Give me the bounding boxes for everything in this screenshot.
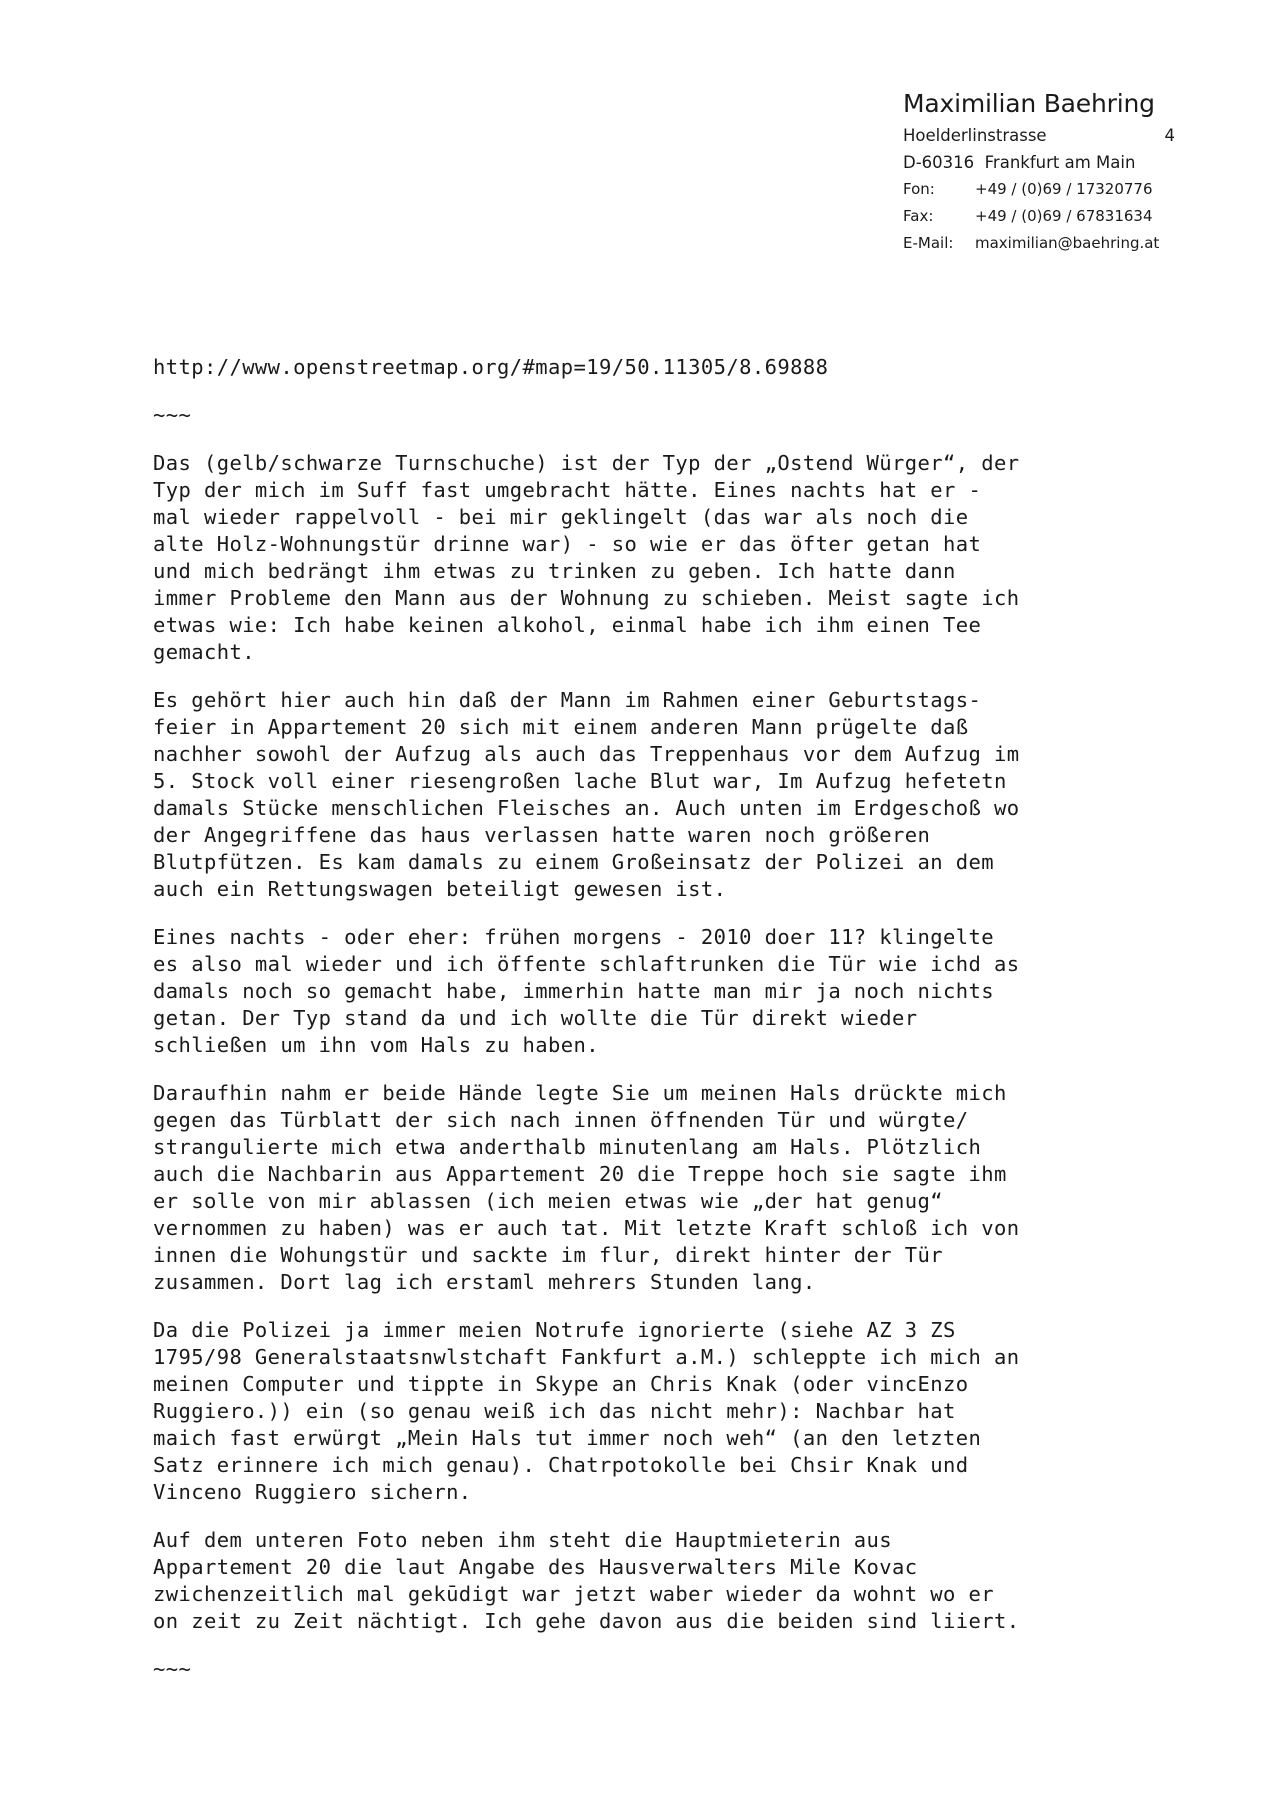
sender-city: D-60316 Frankfurt am Main — [903, 153, 1136, 172]
sender-street: Hoelderlinstrasse — [903, 126, 1047, 145]
separator-bottom: ~~~ — [153, 1657, 192, 1681]
sender-city-row — [903, 149, 1175, 176]
sender-fax: +49 / (0)69 / 67831634 — [975, 207, 1153, 225]
sender-email: maximilian@baehring.at — [975, 234, 1160, 252]
paragraph-1: Das (gelb/schwarze Turnschuche) ist der Typ der „Ostend Würger“, der Typ der mich im Suff fast umgebracht hätte. Eines nachts hat er - mal wieder rappelvoll - bei mir geklingelt (das war als noch die alte Holz-Wohnungstür drinne war) - so wie er das öfter getan hat und mich bedrängt ihm etwas zu trinken zu geben. Ich hatte dann immer Probleme den Mann aus der Wohnung zu schieben. Meist sagte ich etwas wie: Ich habe keinen alkohol, einmal habe ich ihm einen Tee gemacht. — [153, 451, 1020, 664]
paragraph-5: Da die Polizei ja immer meien Notrufe ignorierte (siehe AZ 3 ZS 1795/98 Generalstaatsnwlstchaft Fankfurt a.M.) schleppte ich mich an meinen Computer und tippte in Skype an Chris Knak (oder vincEnzo Ruggiero.)) ein (so genau weiß ich das nicht mehr): Nachbar hat maich fast erwürgt „Mein Hals tut immer noch weh“ (an den letzten Satz erinnere ich mich genau). Chatrpotokolle bei Chsir Knak und Vinceno Ruggiero sichern. — [153, 1318, 1020, 1504]
map-url: http://www.openstreetmap.org/#map=19/50.11305/8.69888 — [153, 355, 829, 379]
sender-email-row — [903, 230, 1175, 257]
letter-body — [153, 354, 1153, 1704]
fax-label: Fax: — [903, 207, 934, 225]
sender-phone-row — [903, 176, 1175, 203]
phone-label: Fon: — [903, 180, 935, 198]
sender-street-row — [903, 122, 1175, 149]
sender-name: Maximilian Baehring — [903, 89, 1155, 118]
letterhead — [903, 86, 1175, 257]
email-label: E-Mail: — [903, 234, 954, 252]
separator-top: ~~~ — [153, 403, 192, 427]
paragraph-6: Auf dem unteren Foto neben ihm steht die Hauptmieterin aus Appartement 20 die laut Angabe des Hausverwalters Mile Kovac zwichenzeitlich mal gekūdigt war jetzt waber wieder da wohnt wo er on zeit zu Zeit nächtigt. Ich gehe davon aus die beiden sind liiert. — [153, 1528, 1020, 1633]
sender-phone: +49 / (0)69 / 17320776 — [975, 180, 1153, 198]
sender-fax-row — [903, 203, 1175, 230]
paragraph-4: Daraufhin nahm er beide Hände legte Sie um meinen Hals drückte mich gegen das Türblatt der sich nach innen öffnenden Tür und würgte/ strangulierte mich etwa anderthalb minutenlang am Hals. Plötzlich auch die Nachbarin aus Appartement 20 die Treppe hoch sie sagte ihm er solle von mir ablassen (ich meien etwas wie „der hat genug“ vernommen zu haben) was er auch tat. Mit letzte Kraft schloß ich von innen die Wohungstür und sackte im flur, direkt hinter der Tür zusammen. Dort lag ich erstaml mehrers Stunden lang. — [153, 1081, 1020, 1294]
sender-house-number: 4 — [1164, 126, 1175, 145]
paragraph-2: Es gehört hier auch hin daß der Mann im Rahmen einer Geburtstags- feier in Appartement 20 sich mit einem anderen Mann prügelte daß nachher sowohl der Aufzug als auch das Treppenhaus vor dem Aufzug im 5. Stock voll einer riesengroßen lache Blut war, Im Aufzug hefetetn damals Stücke menschlichen Fleisches an. Auch unten im Erdgeschoß wo der Angegriffene das haus verlassen hatte waren noch größeren Blutpfützen. Es kam damals zu einem Großeinsatz der Polizei an dem auch ein Rettungswagen beteiligt gewesen ist. — [153, 688, 1020, 901]
paragraph-3: Eines nachts - oder eher: frühen morgens - 2010 doer 11? klingelte es also mal wieder und ich öffente schlaftrunken die Tür wie ichd as damals noch so gemacht habe, immerhin hatte man mir ja noch nichts getan. Der Typ stand da und ich wollte die Tür direkt wieder schließen um ihn vom Hals zu haben. — [153, 925, 1020, 1057]
